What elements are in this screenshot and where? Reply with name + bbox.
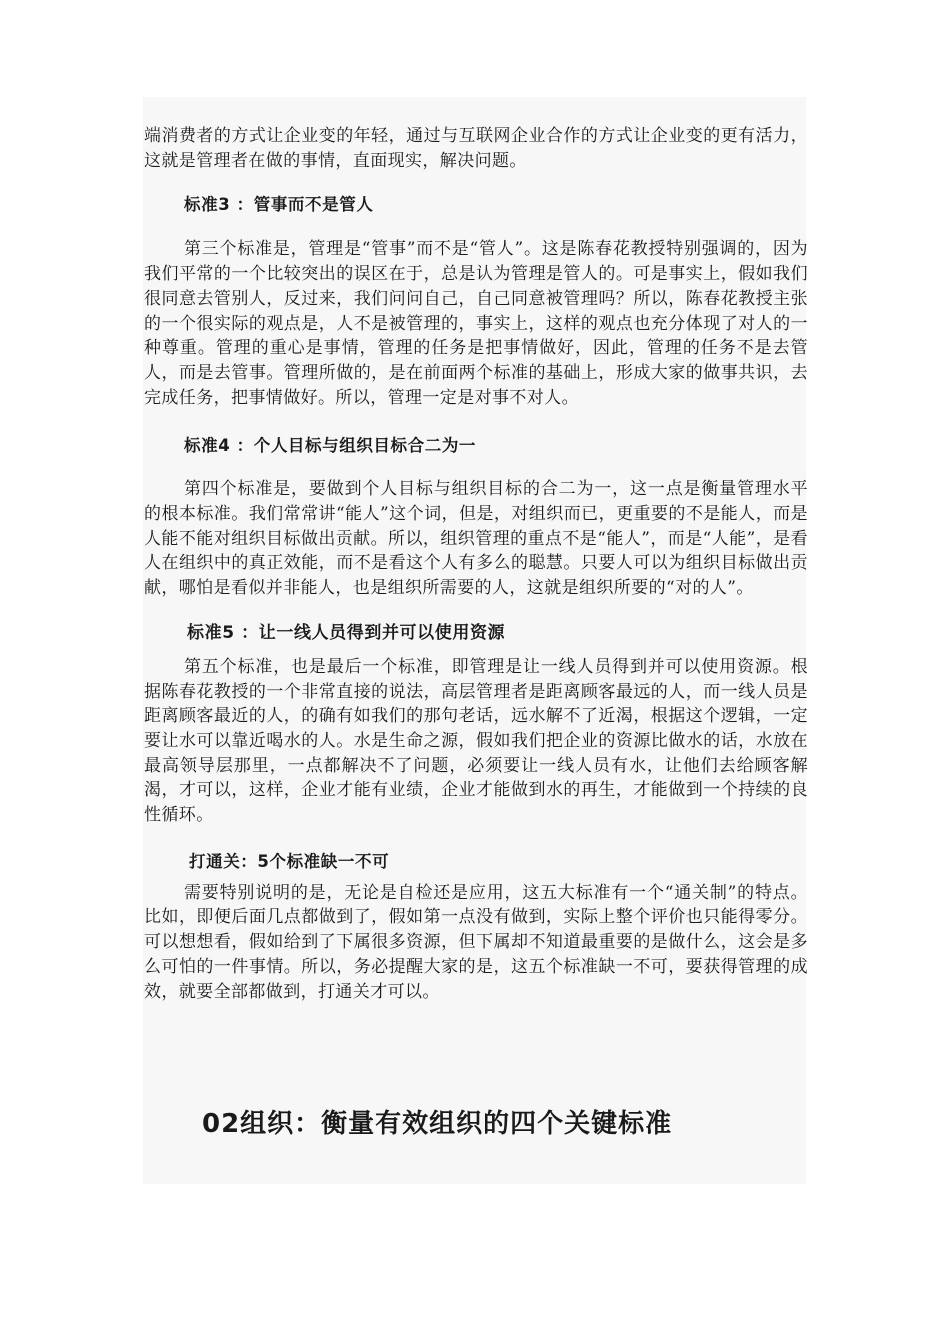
intro-paragraph: 端消费者的方式让企业变的年轻，通过与互联网企业合作的方式让企业变的更有活力，这就是管理者在做的事情，直面现实，解决问题。 [144, 126, 808, 171]
standard-5-paragraph: 第五个标准，也是最后一个标准，即管理是让一线人员得到并可以使用资源。根据陈春花教授的一个非常直接的说法，高层管理者是距离顾客最远的人，而一线人员是距离顾客最近的人，的确有如我们的那句老话，远水解不了近渴，根据这个逻辑，一定要让水可以靠近喝水的人。水是生命之源，假如我们把企业的资源比做水的话，水放在最高领导层那里，一点都解决不了问题，必须要让一线人员有水，让他们去给顾客解渴，才可以，这样，企业才能有业绩，企业才能做到水的再生，才能做到一个持续的良性循环。 [144, 656, 808, 826]
heading-pass-all: 打通关：5个标准缺一不可 [189, 851, 390, 871]
pass-all-paragraph: 需要特别说明的是，无论是自检还是应用，这五大标准有一个“通关制”的特点。比如，即便后面几点都做到了，假如第一点没有做到，实际上整个评价也只能得零分。可以想想看，假如给到了下属很多资源，但下属却不知道最重要的是做什么，这会是多么可怕的一件事情。所以，务必提醒大家的是，这五个标准缺一不可，要获得管理的成效，就要全部都做到，打通关才可以。 [144, 882, 808, 1002]
standard-3-paragraph: 第三个标准是，管理是“管事”而不是“管人”。这是陈春花教授特别强调的，因为我们平常的一个比较突出的误区在于，总是认为管理是管人的。可是事实上，假如我们很同意去管别人，反过来，我们问问自己，自己同意被管理吗？所以，陈春花教授主张的一个很实际的观点是，人不是被管理的，事实上，这样的观点也充分体现了对人的一种尊重。管理的重心是事情，管理的任务是把事情做好，因此，管理的任务不是去管人，而是去管事。管理所做的，是在前面两个标准的基础上，形成大家的做事共识，去完成任务，把事情做好。所以，管理一定是对事不对人。 [144, 239, 808, 408]
standard-4-paragraph: 第四个标准是，要做到个人目标与组织目标的合二为一，这一点是衡量管理水平的根本标准。我们常常讲“能人”这个词，但是，对组织而已，更重要的不是能人，而是人能不能对组织目标做出贡献。所以，组织管理的重点不是“能人”，而是“人能”，是看人在组织中的真正效能，而不是看这个人有多么的聪慧。只要人可以为组织目标做出贡献，哪怕是看似并非能人，也是组织所需要的人，这就是组织所要的“对的人”。 [144, 479, 808, 599]
heading-standard-4: 标准4 ：个人目标与组织目标合二为一 [184, 436, 477, 456]
heading-standard-5: 标准5 ：让一线人员得到并可以使用资源 [187, 622, 506, 643]
section-title: 02组织：衡量有效组织的四个关键标准 [202, 1109, 673, 1139]
heading-standard-3: 标准3 ：管事而不是管人 [184, 195, 374, 215]
article-body [144, 124, 808, 1004]
